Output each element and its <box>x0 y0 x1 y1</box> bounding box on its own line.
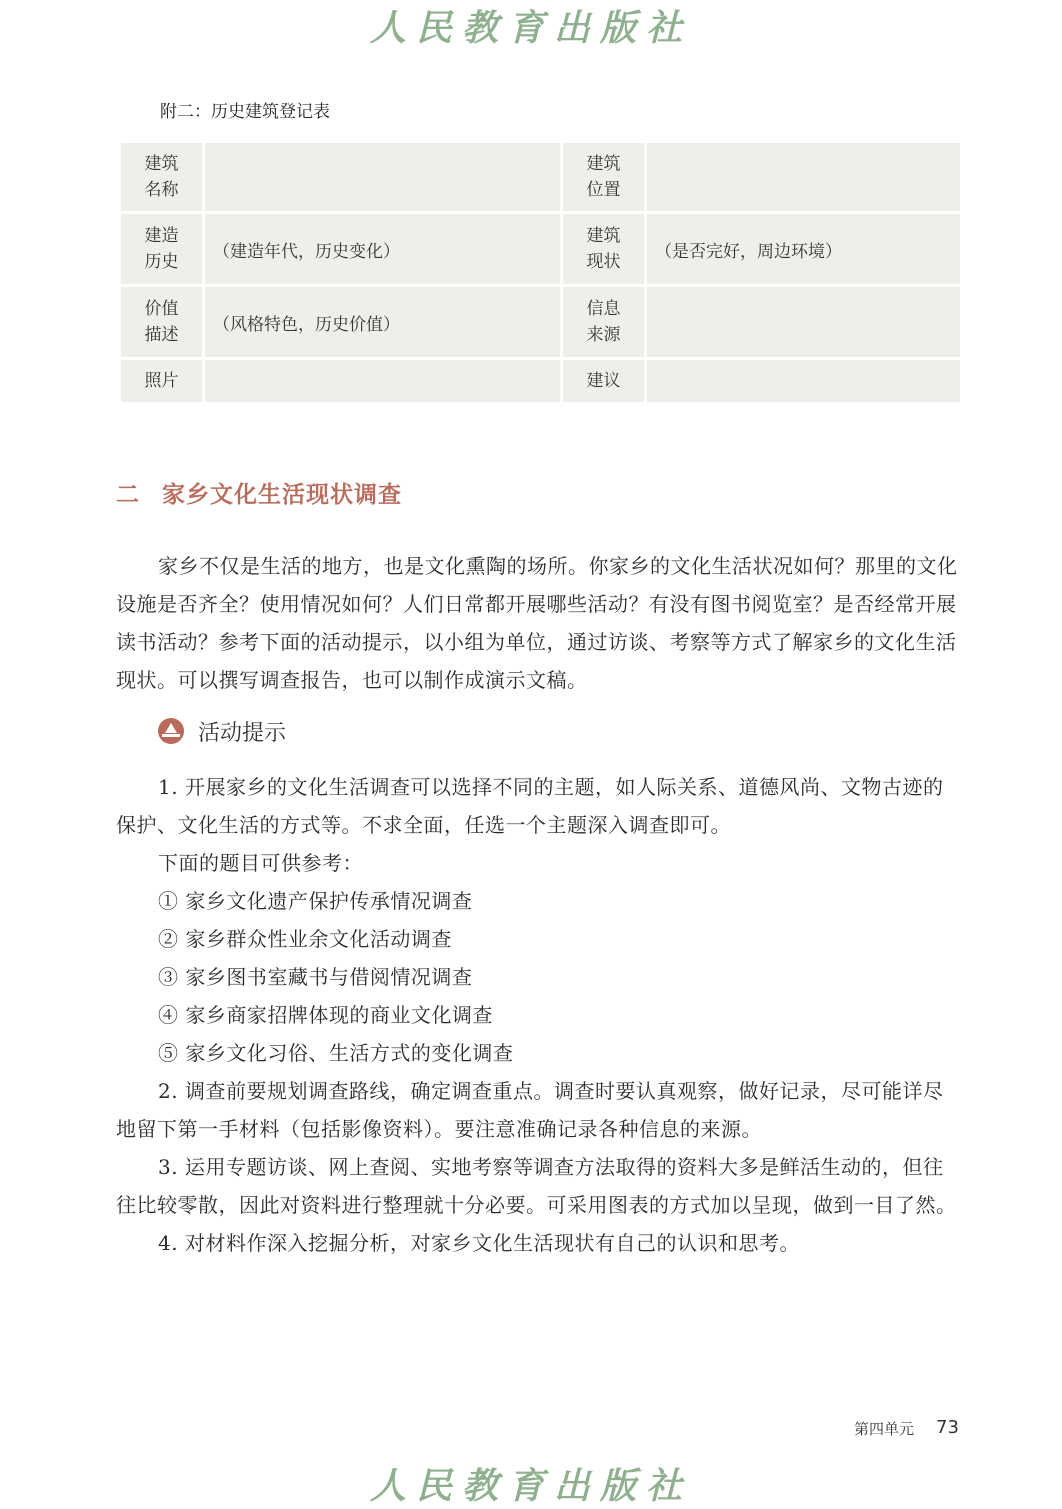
label-building-name: 建筑 名称 <box>120 142 204 213</box>
page-number: 73 <box>936 1417 959 1438</box>
tip-1: 1. 开展家乡的文化生活调查可以选择不同的主题，如人际关系、道德风尚、文物古迹的保护、文化生活的方式等。不求全面，任选一个主题深入调查即可。 <box>116 775 944 837</box>
intro-paragraph: 家乡不仅是生活的地方，也是文化熏陶的场所。你家乡的文化生活状况如何？那里的文化设施是否齐全？使用情况如何？人们日常都开展哪些活动？有没有图书阅览室？是否经常开展读书活动？参考下面的活动提示，以小组为单位，通过访谈、考察等方式了解家乡的文化生活现状。可以撰写调查报告，也可以制作成演示文稿。 <box>116 554 958 692</box>
tip-3: 3. 运用专题访谈、网上查阅、实地考察等调查方法取得的资料大多是鲜活生动的，但往往比较零散，因此对资料进行整理就十分必要。可采用图表的方式加以呈现，做到一目了然。 <box>116 1155 957 1217</box>
heritage-registration-table <box>118 140 963 405</box>
unit-label: 第四单元 <box>854 1420 915 1438</box>
activity-label: 活动提示 <box>198 720 287 746</box>
value-photo <box>204 359 562 404</box>
topic-item: ⑤ 家乡文化习俗、生活方式的变化调查 <box>158 1041 514 1065</box>
activity-icon <box>158 718 184 744</box>
activity-tips-header <box>158 714 286 748</box>
table-row <box>120 286 962 359</box>
table-row <box>120 359 962 404</box>
label-construction-history: 建造 历史 <box>120 213 204 286</box>
topic-item: ② 家乡群众性业余文化活动调查 <box>158 927 452 951</box>
value-suggestion <box>646 359 962 404</box>
table-row <box>120 142 962 213</box>
label-suggestion: 建议 <box>562 359 646 404</box>
value-building-status: （是否完好，周边环境） <box>646 213 962 286</box>
label-building-location: 建筑 位置 <box>562 142 646 213</box>
label-information-source: 信息 来源 <box>562 286 646 359</box>
label-value-description: 价值 描述 <box>120 286 204 359</box>
section-heading <box>116 476 402 509</box>
topic-item: ① 家乡文化遗产保护传承情况调查 <box>158 889 473 913</box>
value-value-description: （风格特色，历史价值） <box>204 286 562 359</box>
value-building-location <box>646 142 962 213</box>
table-row <box>120 213 962 286</box>
section-number: 二 <box>116 482 140 508</box>
appendix-title: 附二：历史建筑登记表 <box>160 102 330 122</box>
publisher-watermark-bottom: 人民教育出版社 <box>369 1465 692 1507</box>
value-construction-history: （建造年代，历史变化） <box>204 213 562 286</box>
topic-item: ③ 家乡图书室藏书与借阅情况调查 <box>158 965 473 989</box>
label-building-status: 建筑 现状 <box>562 213 646 286</box>
value-information-source <box>646 286 962 359</box>
label-photo: 照片 <box>120 359 204 404</box>
topic-item: ④ 家乡商家招牌体现的商业文化调查 <box>158 1003 493 1027</box>
publisher-watermark-top: 人民教育出版社 <box>369 7 692 49</box>
topics-intro: 下面的题目可供参考： <box>158 851 363 875</box>
activity-tips <box>116 768 962 1262</box>
section-title: 家乡文化生活现状调查 <box>162 482 402 508</box>
tip-2: 2. 调查前要规划调查路线，确定调查重点。调查时要认真观察，做好记录，尽可能详尽地留下第一手材料（包括影像资料）。要注意准确记录各种信息的来源。 <box>116 1079 944 1141</box>
tip-4: 4. 对材料作深入挖掘分析，对家乡文化生活现状有自己的认识和思考。 <box>158 1231 800 1255</box>
value-building-name <box>204 142 562 213</box>
